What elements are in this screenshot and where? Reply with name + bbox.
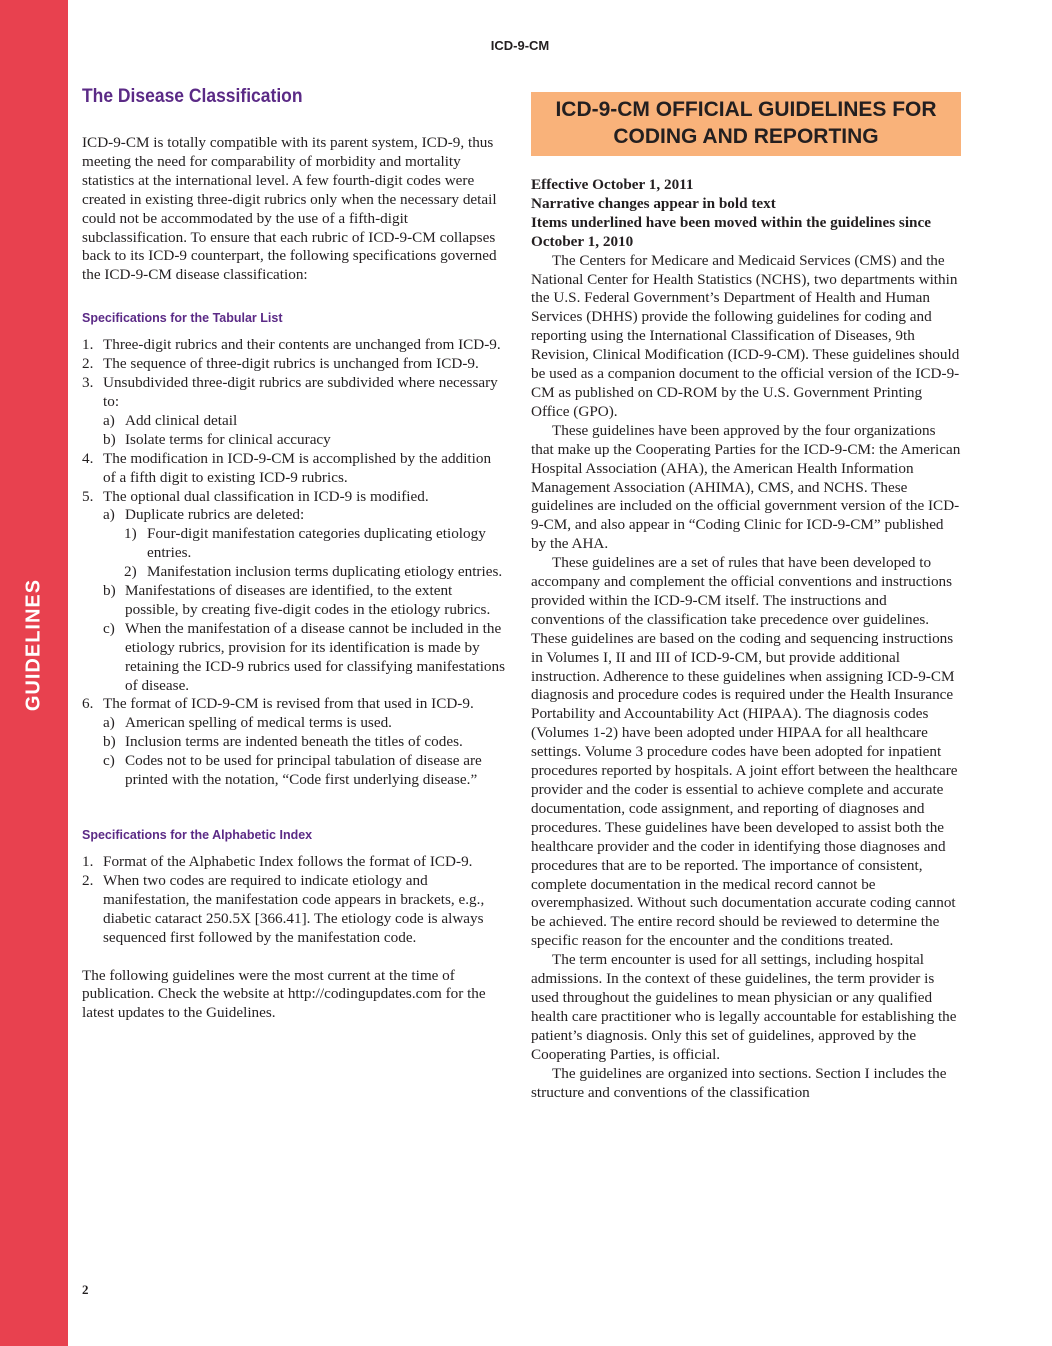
list-item — [82, 582, 506, 620]
list-marker: 1) — [124, 525, 137, 543]
list-text: The format of ICD-9-CM is revised from that used in ICD-9. — [103, 695, 474, 713]
list-marker: b) — [103, 430, 116, 448]
list-marker: b) — [103, 582, 116, 600]
list-item — [82, 431, 506, 450]
list-item — [82, 872, 506, 948]
list-text: Codes not to be used for principal tabulation of disease are printed with the notation, “Code first underlying disease.” — [125, 752, 482, 789]
list-text: When two codes are required to indicate etiology and manifestation, the manifestation code appears in brackets, e.g., diabetic cataract 250.5X [366.41]. The etiology code is always sequenced first followed by the manifestation code. — [103, 871, 485, 946]
narrative-note: Narrative changes appear in bold text — [531, 194, 776, 212]
alphabetic-index-heading: Specifications for the Alphabetic Index — [82, 828, 313, 842]
running-head: ICD-9-CM — [490, 38, 550, 53]
list-text: The optional dual classification in ICD-9 is modified. — [103, 487, 429, 505]
list-marker: 3. — [82, 374, 94, 392]
list-text: Isolate terms for clinical accuracy — [125, 430, 331, 448]
body-paragraph: These guidelines are a set of rules that have been developed to accompany and complement the official conventions and instructions provided within the ICD-9-CM itself. The instructions and conventions of the classification take precedence over guidelines. These guidelines are based on the coding and sequencing instructions in Volumes I, II and III of ICD-9-CM, but provide additional instruction. Adherence to these guidelines when assigning ICD-9-CM diagnosis and procedure codes is required under the Health Insurance Portability and Accountability Act (HIPAA). The diagnosis codes (Volumes 1-2) have been adopted under HIPAA for all healthcare settings. Volume 3 procedure codes have been adopted for inpatient procedures reported by hospitals. A joint effort between the healthcare provider and the coder is essential to achieve complete and accurate documentation, code assignment, and reporting of diagnoses and procedures. These guidelines have been developed to assist both the healthcare provider and the coder in identifying those diagnoses and procedures that are to be reported. The importance of consistent, complete documentation in the medical record cannot be overemphasized. Without such documentation accurate coding cannot be achieved. The entire record should be reviewed to determine the specific reason for the encounter and the conditions treated. — [531, 554, 958, 950]
body-paragraph: These guidelines have been approved by the four organizations that make up the Cooperating Parties for the ICD-9-CM: the American Hospital Association (AHA), the American Health Information Management Association (AHIMA), CMS, and NCHS. These guidelines are included on the official government version of the ICD-9-CM, and also appear in “Coding Clinic for ICD-9-CM” published by the AHA. — [531, 421, 961, 553]
list-text: Inclusion terms are indented beneath the titles of codes. — [125, 733, 463, 751]
alphabetic-index-list — [82, 853, 506, 948]
list-item — [82, 506, 506, 525]
effective-date: Effective October 1, 2011 — [531, 176, 694, 193]
list-item — [82, 412, 506, 431]
list-marker: a) — [103, 411, 115, 429]
list-marker: a) — [103, 506, 115, 524]
tabular-list-heading: Specifications for the Tabular List — [82, 311, 283, 326]
list-text: Format of the Alphabetic Index follows the format of ICD-9. — [103, 853, 473, 870]
list-item — [82, 374, 506, 412]
guidelines-banner: ICD-9-CM OFFICIAL GUIDELINES FOR CODING AND REPORTING — [531, 92, 961, 156]
list-text: Four-digit manifestation categories duplicating etiology entries. — [147, 525, 486, 562]
list-text: The sequence of three-digit rubrics is unchanged from ICD-9. — [103, 355, 479, 373]
underline-note: Items underlined have been moved within the guidelines since October 1, 2010 — [531, 213, 931, 250]
list-marker: a) — [103, 714, 115, 732]
list-item — [82, 336, 506, 355]
list-item — [82, 525, 506, 563]
list-text: Add clinical detail — [125, 411, 238, 429]
list-item — [82, 563, 506, 582]
section-title: The Disease Classification — [82, 86, 303, 107]
list-text: When the manifestation of a disease cannot be included in the etiology rubrics, provision for its identification is made by retaining the ICD-9 rubrics used for classifying manifestations of disease. — [125, 619, 506, 694]
list-item — [82, 853, 506, 872]
list-item — [82, 733, 506, 752]
right-column — [531, 92, 961, 1102]
list-marker: 6. — [82, 695, 94, 713]
body-paragraph: The Centers for Medicare and Medicaid Services (CMS) and the National Center for Health Statistics (NCHS), two departments within the U.S. Federal Government’s Department of Health and Human Services (DHHS) provide the following guidelines for coding and reporting using the International Classification of Diseases, 9th Revision, Clinical Modification (ICD-9-CM). These guidelines should be used as a companion document to the official version of the ICD-9-CM as published on CD-ROM by the U.S. Government Printing Office (GPO). — [531, 251, 960, 420]
list-marker: b) — [103, 733, 116, 751]
side-tab — [0, 0, 68, 1346]
list-item — [82, 450, 506, 488]
list-marker: 1. — [82, 853, 94, 870]
list-item — [82, 695, 506, 714]
list-marker: 5. — [82, 487, 94, 505]
list-text: American spelling of medical terms is used. — [125, 714, 392, 732]
body-paragraph: The guidelines are organized into sections. Section I includes the structure and conventions of the classification — [531, 1064, 947, 1101]
list-marker: 2) — [124, 563, 137, 581]
left-column — [82, 86, 506, 1023]
list-text: Manifestation inclusion terms duplicating etiology entries. — [147, 563, 503, 581]
list-text: The modification in ICD-9-CM is accomplished by the addition of a fifth digit to existing ICD-9 rubrics. — [103, 449, 492, 486]
page-number: 2 — [82, 1282, 89, 1297]
list-item — [82, 355, 506, 374]
list-item — [82, 620, 506, 696]
list-text: Unsubdivided three-digit rubrics are subdivided where necessary to: — [103, 374, 498, 410]
list-text: Manifestations of diseases are identified, to the extent possible, by creating five-digit codes in the etiology rubrics. — [125, 582, 491, 618]
list-marker: c) — [103, 752, 115, 770]
list-item — [82, 488, 506, 507]
list-item — [82, 714, 506, 733]
list-text: Duplicate rubrics are deleted: — [125, 506, 305, 524]
list-marker: 2. — [82, 355, 94, 373]
list-marker: 2. — [82, 871, 94, 889]
list-text: Three-digit rubrics and their contents are unchanged from ICD-9. — [103, 336, 501, 354]
body-paragraph: The term encounter is used for all settings, including hospital admissions. In the context of these guidelines, the term provider is used throughout the guidelines to mean physician or any qualified health care practitioner who is legally accountable for establishing the patient’s diagnosis. Only this set of guidelines, approved by the Cooperating Parties, is official. — [531, 951, 957, 1063]
list-marker: c) — [103, 619, 115, 637]
list-marker: 4. — [82, 449, 94, 467]
side-tab-label: GUIDELINES — [22, 578, 45, 712]
list-item — [82, 752, 506, 790]
tabular-list — [82, 336, 506, 790]
list-marker: 1. — [82, 336, 94, 354]
intro-paragraph: ICD-9-CM is totally compatible with its parent system, ICD-9, thus meeting the need for comparability of morbidity and mortality statistics at the international level. A few fourth-digit codes were created in existing three-digit rubrics only when the necessary detail could not be accommodated by the use of a fifth-digit subclassification. To ensure that each rubric of ICD-9-CM collapses back to its ICD-9 counterpart, the following specifications governed the ICD-9-CM disease classification: — [82, 134, 497, 284]
closing-paragraph: The following guidelines were the most current at the time of publication. Check the website at http://codingupdates.com for the latest updates to the Guidelines. — [82, 966, 486, 1022]
